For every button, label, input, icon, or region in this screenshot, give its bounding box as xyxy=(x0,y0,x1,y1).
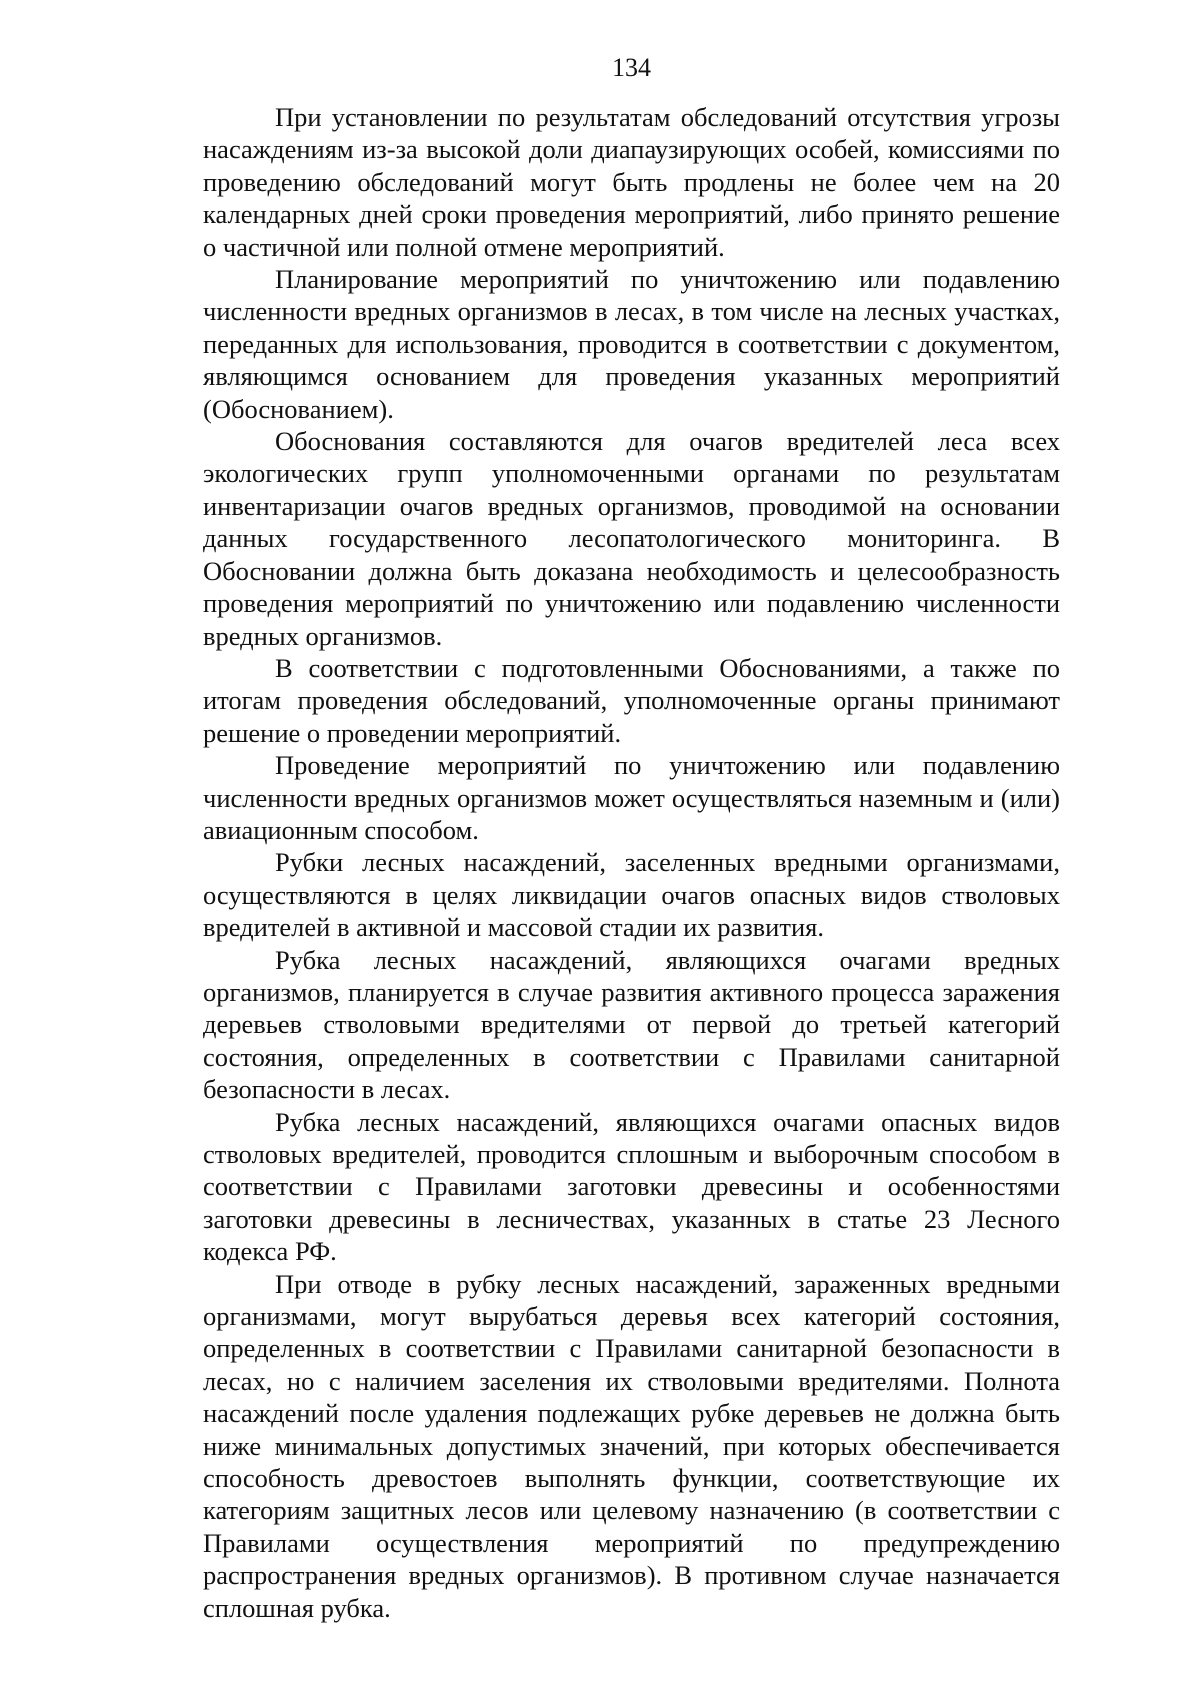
page-number: 134 xyxy=(612,53,651,82)
paragraph-9: При отводе в рубку лесных насаждений, зараженных вредными организмами, могут вырубаться деревья всех категорий состояния, определенных в соответствии с Правилами санитарной безопасности в лесах, но с наличием заселения их стволовыми вредителями. Полнота насаждений после удаления подлежащих рубке деревьев не должна быть ниже минимальных допустимых значений, при которых обеспечивается способность древостоев выполнять функции, соответствующие их категориям защитных лесов или целевому назначению (в соответствии с Правилами осуществления мероприятий по предупреждению распространения вредных организмов). В противном случае назначается сплошная рубка. xyxy=(203,1268,1060,1623)
paragraph-8: Рубка лесных насаждений, являющихся очагами опасных видов стволовых вредителей, проводится сплошным и выборочным способом в соответствии с Правилами заготовки древесины и особенностями заготовки древесины в лесничествах, указанных в статье 23 Лесного кодекса РФ. xyxy=(203,1106,1060,1267)
paragraph-5: Проведение мероприятий по уничтожению или подавлению численности вредных организмов может осуществляться наземным и (или) авиационным способом. xyxy=(203,750,1060,845)
paragraph-4: В соответствии с подготовленными Обоснованиями, а также по итогам проведения обследований, уполномоченные органы принимают решение о проведении мероприятий. xyxy=(203,652,1060,748)
paragraph-3: Обоснования составляются для очагов вредителей леса всех экологических групп уполномоченными органами по результатам инвентаризации очагов вредных организмов, проводимой на основании данных государственного лесопатологического мониторинга. В Обосновании должна быть доказана необходимость и целесообразность проведения мероприятий по уничтожению или подавлению численности вредных организмов. xyxy=(203,426,1060,651)
paragraph-7: Рубка лесных насаждений, являющихся очагами вредных организмов, планируется в случае развития активного процесса заражения деревьев стволовыми вредителями от первой до третьей категорий состояния, определенных в соответствии с Правилами санитарной безопасности в лесах. xyxy=(203,944,1060,1105)
paragraph-6: Рубки лесных насаждений, заселенных вредными организмами, осуществляются в целях ликвидации очагов опасных видов стволовых вредителей в активной и массовой стадии их развития. xyxy=(203,847,1060,943)
paragraph-2: Планирование мероприятий по уничтожению или подавлению численности вредных организмов в лесах, в том числе на лесных участках, переданных для использования, проводится в соответствии с документом, являющимся основанием для проведения указанных мероприятий (Обоснованием). xyxy=(203,264,1060,424)
paragraph-1: При установлении по результатам обследований отсутствия угрозы насаждениям из-за высокой доли диапаузирующих особей, комиссиями по проведению обследований могут быть продлены не более чем на 20 календарных дней сроки проведения мероприятий, либо принято решение о частичной или полной отмене мероприятий. xyxy=(203,102,1060,262)
